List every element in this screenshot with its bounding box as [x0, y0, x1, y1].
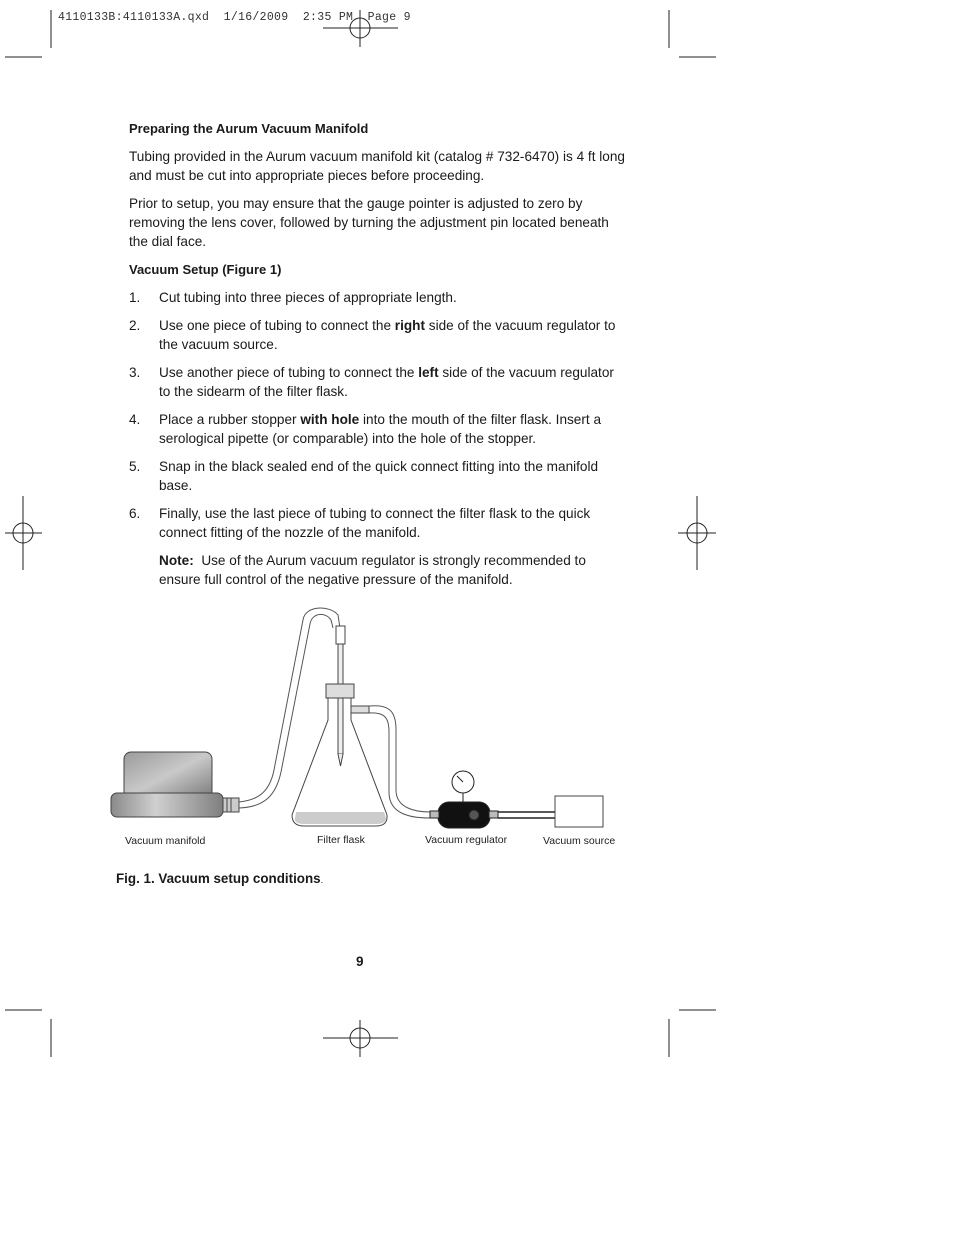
- step-item: 1. Cut tubing into three pieces of appropriate length.: [129, 290, 457, 305]
- page-number: 9: [356, 954, 364, 969]
- step-item: 6. Finally, use the last piece of tubing to connect the filter flask to the quick connect fitting of the nozzle of the manifold.: [129, 506, 591, 540]
- setup-steps: [129, 288, 629, 542]
- label-vacuum-source: Vacuum source: [543, 835, 616, 847]
- step-item: 2. Use one piece of tubing to connect the right side of the vacuum regulator to the vacuum source.: [129, 318, 616, 352]
- paragraph-tubing: Tubing provided in the Aurum vacuum manifold kit (catalog # 732-6470) is 4 ft long and must be cut into appropriate pieces before proceeding.: [129, 149, 625, 183]
- vacuum-regulator-icon: [430, 771, 498, 828]
- vacuum-setup-figure: [105, 600, 615, 860]
- note-label: Note:: [159, 553, 194, 568]
- heading-prepare: Preparing the Aurum Vacuum Manifold: [129, 121, 369, 136]
- vacuum-source-icon: [555, 796, 603, 827]
- tubing-icon: [498, 812, 555, 818]
- figure-caption: Fig. 1. Vacuum setup conditions.: [116, 871, 324, 886]
- label-vacuum-regulator: Vacuum regulator: [425, 834, 508, 846]
- label-filter-flask: Filter flask: [317, 834, 365, 846]
- step-item: 5. Snap in the black sealed end of the quick connect fitting into the manifold base.: [129, 459, 599, 493]
- label-vacuum-manifold: Vacuum manifold: [125, 835, 206, 847]
- heading-setup: Vacuum Setup (Figure 1): [129, 262, 282, 277]
- step-item: 3. Use another piece of tubing to connect the left side of the vacuum regulator to the sidearm of the filter flask.: [129, 365, 614, 399]
- note-text: Use of the Aurum vacuum regulator is strongly recommended to ensure full control of the negative pressure of the manifold.: [159, 553, 586, 587]
- vacuum-manifold-icon: [111, 752, 239, 817]
- paragraph-gauge: Prior to setup, you may ensure that the gauge pointer is adjusted to zero by removing the lens cover, followed by turning the adjustment pin located beneath the dial face.: [129, 196, 609, 249]
- tubing-icon: [239, 608, 340, 808]
- tubing-icon: [369, 706, 430, 818]
- step-item: 4. Place a rubber stopper with hole into the mouth of the filter flask. Insert a serological pipette (or comparable) into the hole of the stopper.: [129, 412, 602, 446]
- instructions: [129, 119, 629, 589]
- print-slug: 4110133B:4110133A.qxd 1/16/2009 2:35 PM Page 9: [58, 11, 411, 24]
- note: [129, 551, 629, 589]
